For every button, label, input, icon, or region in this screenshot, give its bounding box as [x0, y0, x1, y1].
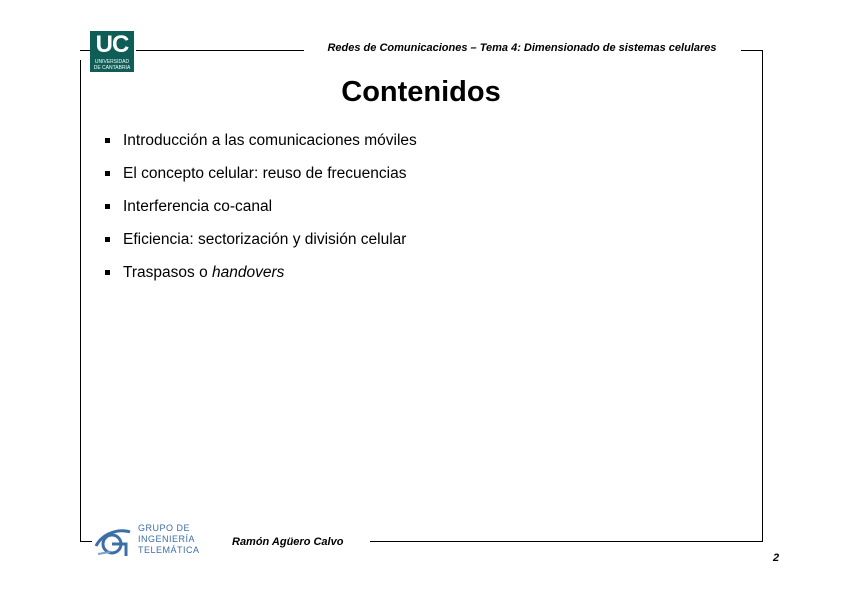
header-subtitle: Redes de Comunicaciones – Tema 4: Dimensionado de sistemas celulares [327, 42, 717, 54]
author-name: Ramón Agüero Calvo [232, 536, 344, 548]
bullet-text: Eficiencia: sectorización y división celular [123, 231, 407, 248]
frame-line [741, 50, 763, 51]
bullet-text: Interferencia co-canal [123, 198, 273, 215]
bullet-square-icon [105, 270, 110, 275]
bullet-square-icon [105, 171, 110, 176]
group-logo-line: TELEMÁTICA [138, 545, 200, 555]
bullet-square-icon [105, 204, 110, 209]
frame-line [80, 60, 81, 542]
frame-line [136, 50, 304, 51]
page-number: 2 [773, 552, 780, 564]
frame-line [80, 50, 90, 51]
bullet-list [105, 131, 417, 296]
group-logo-line: INGENIERÍA [138, 534, 196, 544]
logo-line-2: DE CANTABRIA [93, 65, 131, 71]
list-item [105, 131, 417, 164]
bullet-text: El concepto celular: reuso de frecuencias [123, 165, 407, 182]
university-logo [90, 31, 134, 72]
list-item [105, 164, 417, 197]
frame-line [80, 541, 92, 542]
logo-line-1: UNIVERSIDAD [94, 59, 130, 65]
bullet-square-icon [105, 237, 110, 242]
list-item [105, 230, 417, 263]
logo-letters: UC [95, 31, 129, 58]
group-logo-line: GRUPO DE [138, 523, 191, 533]
bullet-text: Traspasos o [123, 264, 213, 281]
bullet-text: Introducción a las comunicaciones móviles [123, 132, 417, 149]
frame-line [370, 541, 763, 542]
list-item [105, 197, 417, 230]
group-logo-text [138, 523, 200, 556]
bullet-text-italic: handovers [212, 264, 285, 281]
frame-line [762, 50, 763, 542]
list-item [105, 263, 417, 296]
slide-title: Contenidos [341, 76, 501, 108]
bullet-square-icon [105, 138, 110, 143]
git-logo-icon [92, 524, 134, 560]
